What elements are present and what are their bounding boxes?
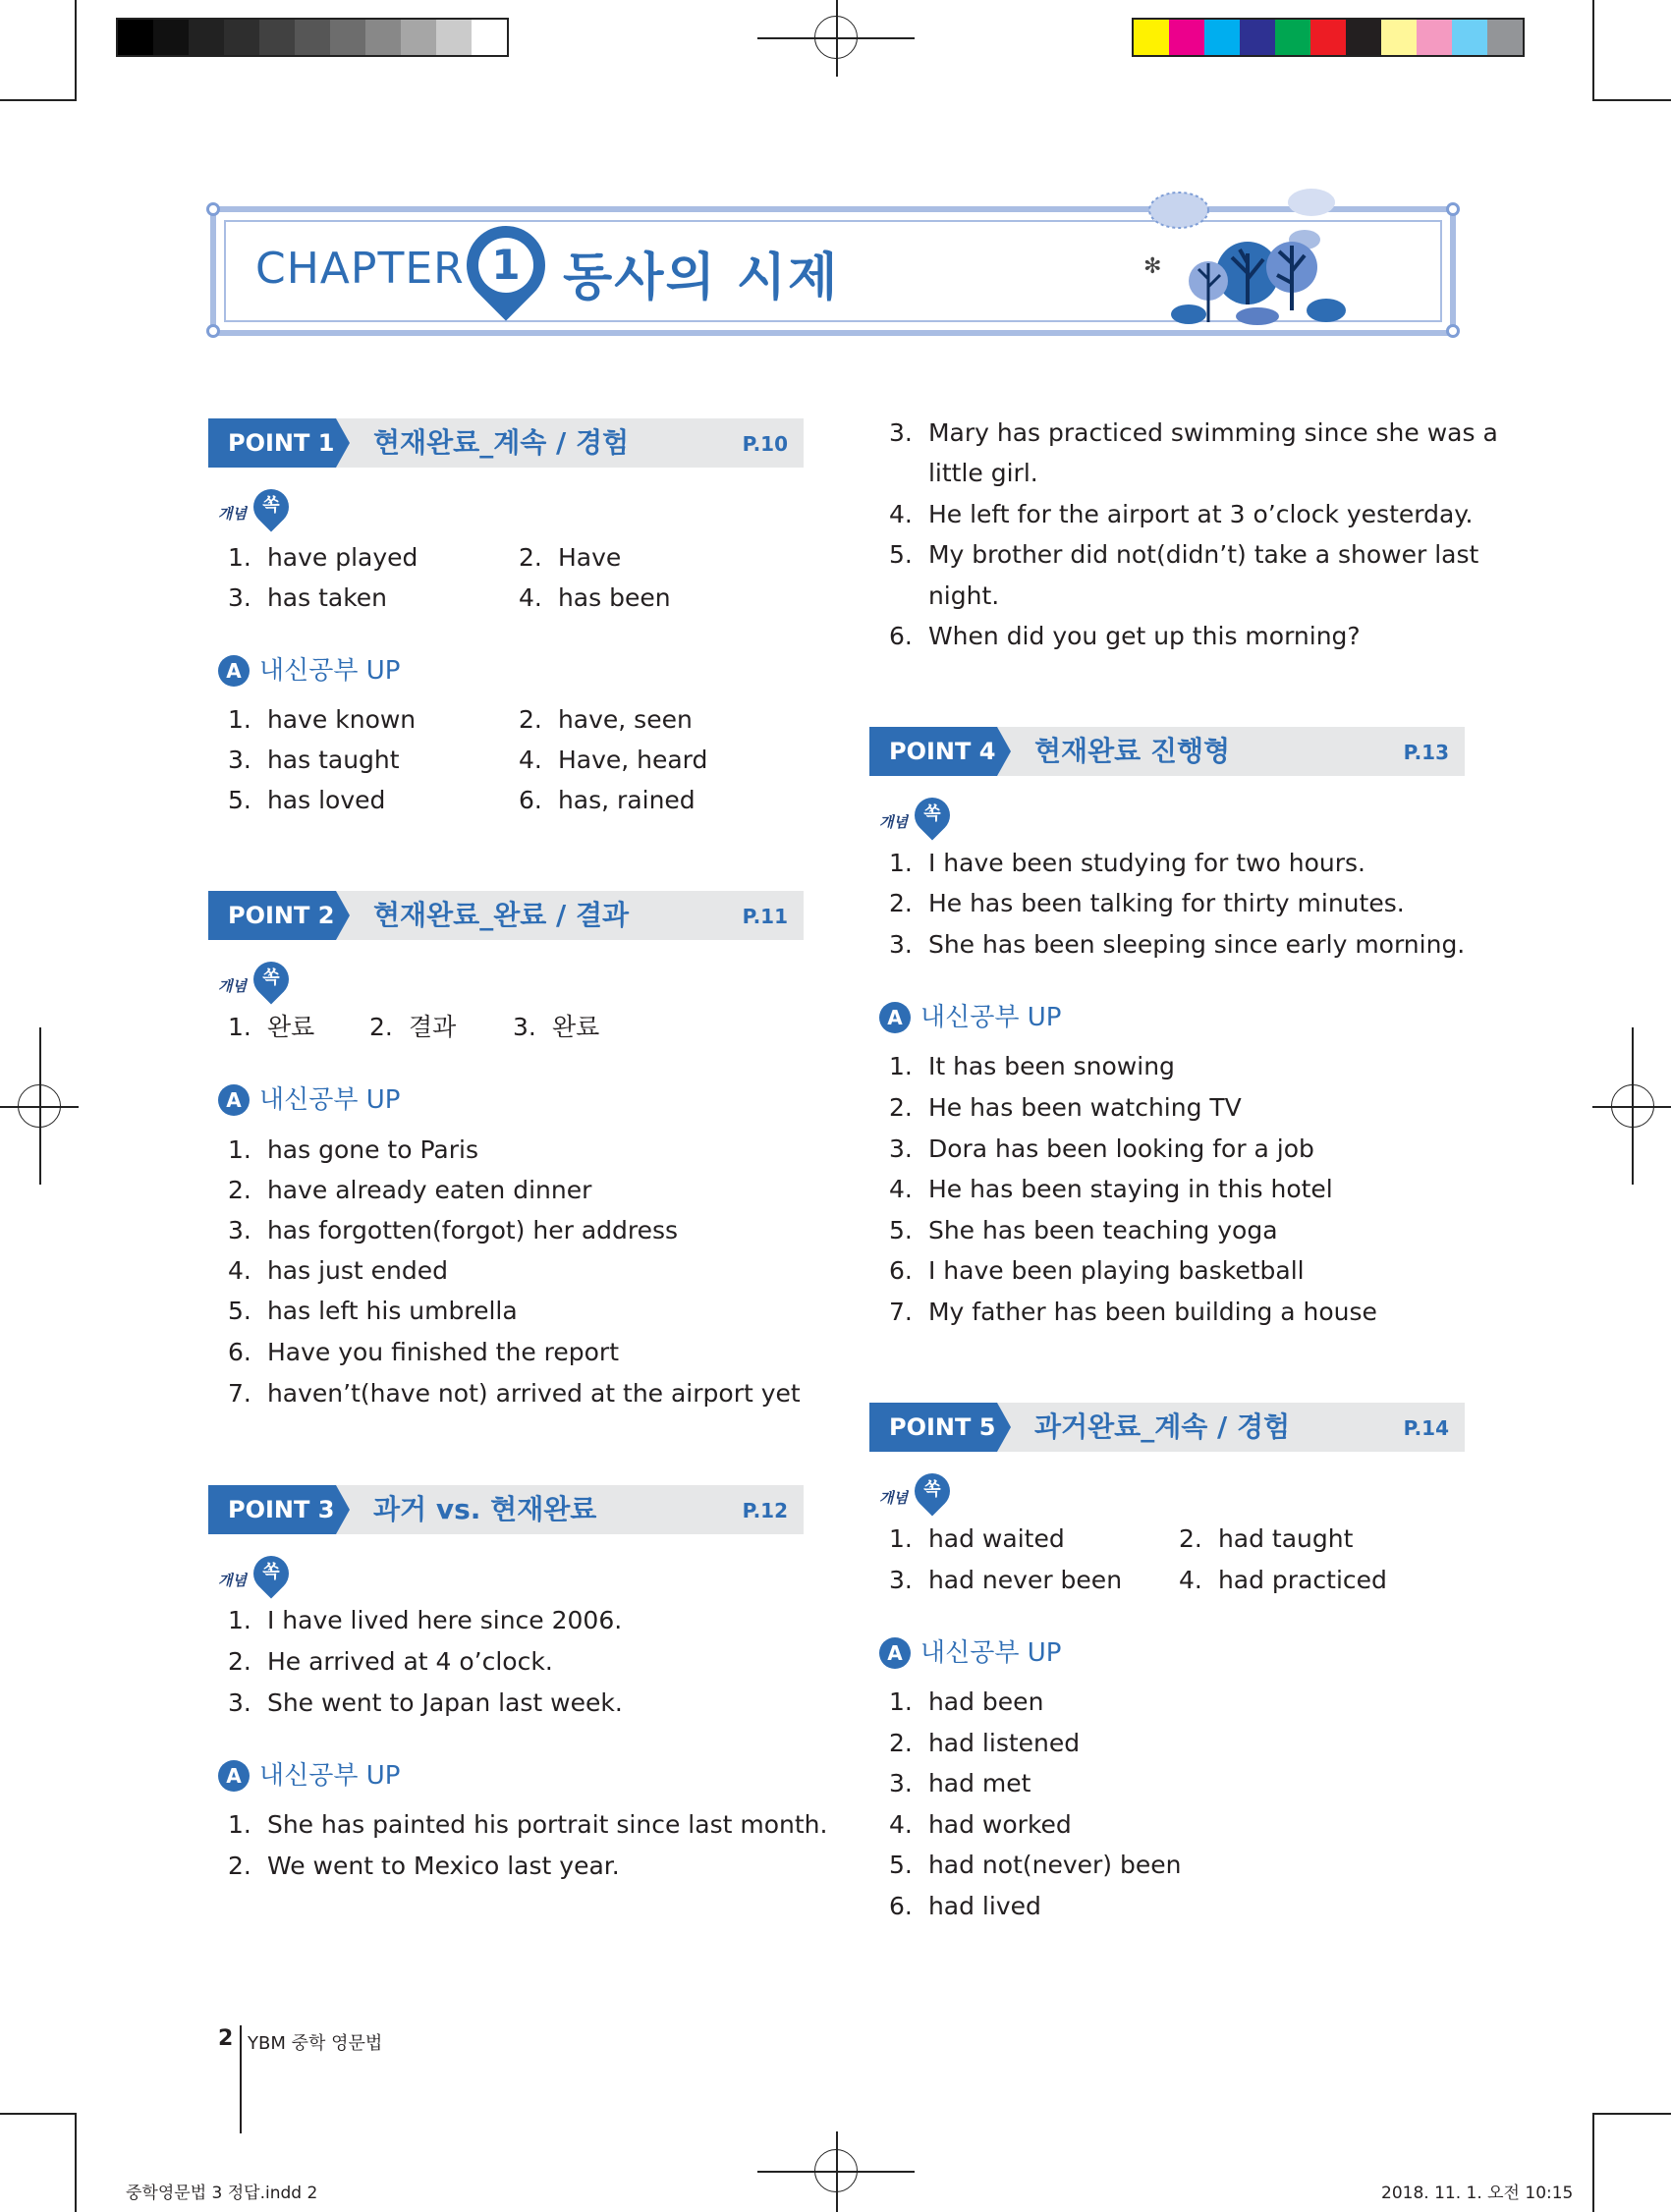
answer-text: It has been snowing (927, 1052, 1175, 1080)
concept-badge-mark: 쏙 (923, 803, 941, 824)
point-4-header (869, 727, 1465, 776)
color-swatch (330, 20, 365, 55)
answer-item (889, 1851, 1182, 1880)
banner-rivet (1446, 202, 1460, 216)
answer-number: 4. (1179, 1566, 1202, 1594)
answer-item (519, 705, 693, 735)
concept-badge-mark: 쏙 (262, 968, 280, 988)
answer-number: 2. (889, 1729, 913, 1757)
answer-item (228, 705, 416, 735)
answer-text: has gone to Paris (266, 1135, 478, 1164)
answer-text: My father has been building a house (927, 1298, 1377, 1326)
concept-badge-text: 개념 (879, 1489, 908, 1507)
answer-item (228, 786, 385, 815)
answer-text: haven’t(have not) arrived at the airport yet (266, 1379, 801, 1408)
answer-text: has loved (266, 786, 386, 814)
answer-item (228, 1647, 553, 1677)
answer-text: He has been staying in this hotel (927, 1175, 1333, 1203)
banner-rivet (1446, 324, 1460, 338)
answer-item (889, 1810, 1072, 1840)
point-3-page: P.12 (742, 1499, 788, 1522)
answer-number: 2. (519, 543, 542, 572)
answer-text: She has painted his portrait since last month. (266, 1810, 828, 1839)
answer-text: had waited (927, 1524, 1065, 1553)
answer-number: 5. (889, 1851, 913, 1879)
point-4-page: P.13 (1403, 741, 1449, 764)
answer-number: 2. (228, 1852, 251, 1880)
color-swatch (153, 20, 189, 55)
answer-item (513, 1013, 599, 1042)
answer-number: 2. (889, 1093, 913, 1122)
answer-number: 5. (228, 786, 251, 814)
registration-line (39, 1027, 41, 1185)
footer-divider (240, 2025, 242, 2133)
answer-number: 2. (889, 889, 913, 917)
point-3-tab: POINT 3 (208, 1485, 336, 1534)
crop-mark (75, 2113, 77, 2212)
answer-item (889, 1687, 1043, 1717)
answer-number: 7. (228, 1379, 251, 1408)
point-2-header (208, 891, 804, 940)
answer-number: 5. (889, 1216, 913, 1244)
answer-number: 4. (889, 500, 913, 528)
answer-item (889, 1134, 1314, 1164)
answer-number: 1. (889, 1052, 913, 1080)
point-1-title: 현재완료_계속 / 경험 (373, 426, 630, 459)
answer-number: 3. (513, 1013, 536, 1041)
answer-number: 4. (228, 1256, 251, 1285)
answer-item (228, 746, 400, 775)
answer-text: He has been watching TV (927, 1093, 1242, 1122)
answer-text: He has been talking for thirty minutes. (927, 889, 1405, 917)
answer-item (889, 1729, 1080, 1758)
answer-item (228, 1338, 619, 1367)
answer-text: had taught (1217, 1524, 1354, 1553)
answer-number: 3. (889, 418, 913, 447)
answer-number: 2. (228, 1647, 251, 1676)
answer-number: 1. (228, 705, 251, 734)
color-swatch (259, 20, 295, 55)
answer-number: 5. (228, 1297, 251, 1325)
crop-mark (1592, 99, 1671, 101)
answer-item (889, 1892, 1041, 1921)
naesin-up-label: 내신공부 UP (920, 1003, 1062, 1032)
answer-text: have, seen (557, 705, 693, 734)
answer-text: had listened (927, 1729, 1081, 1757)
answer-text: had practiced (1217, 1566, 1387, 1594)
answer-text: has taught (266, 746, 400, 774)
point-5-title: 과거완료_계속 / 경험 (1034, 1410, 1291, 1443)
concept-badge-text: 개념 (879, 813, 908, 831)
answer-item (889, 622, 1361, 651)
answer-text: had worked (927, 1810, 1072, 1839)
banner-rivet (206, 324, 220, 338)
answer-item (889, 500, 1473, 529)
answer-number: 1. (228, 1135, 251, 1164)
trees-illustration-icon (1130, 185, 1356, 330)
answer-item (228, 543, 418, 573)
answer-item (889, 1524, 1065, 1554)
color-swatch (1240, 20, 1275, 55)
answer-item (228, 1297, 518, 1326)
concept-badge-text: 개념 (218, 505, 247, 523)
answer-text: Have, heard (557, 746, 708, 774)
color-swatch (1169, 20, 1204, 55)
color-swatch (1381, 20, 1417, 55)
answer-item (228, 1688, 623, 1718)
answer-item (1179, 1524, 1353, 1554)
answer-item (889, 581, 999, 611)
answer-number: 1. (889, 849, 913, 877)
answer-text: have known (266, 705, 417, 734)
answer-item (889, 1216, 1278, 1245)
registration-line (836, 0, 838, 77)
concept-badge (218, 1552, 297, 1601)
color-swatch (295, 20, 330, 55)
a-circle-icon: A (218, 655, 250, 687)
crop-mark (1592, 0, 1594, 100)
slug-filename: 중학영문법 3 정답.indd 2 (126, 2184, 318, 2203)
answer-item (889, 1769, 1030, 1798)
answer-text: have already eaten dinner (266, 1176, 592, 1204)
color-swatch (1204, 20, 1240, 55)
answer-text: has been (557, 583, 671, 612)
answer-number: 4. (519, 746, 542, 774)
color-swatch (1417, 20, 1452, 55)
a-circle-icon: A (879, 1637, 911, 1669)
answer-number: 3. (889, 1566, 913, 1594)
answer-number: 1. (228, 1606, 251, 1634)
concept-badge-text: 개념 (218, 1572, 247, 1589)
answer-item (889, 1256, 1305, 1286)
answer-item (519, 786, 696, 815)
answer-text: We went to Mexico last year. (266, 1852, 620, 1880)
answer-item (889, 1052, 1175, 1081)
crop-mark (1592, 2113, 1594, 2212)
answer-item (228, 1810, 827, 1840)
chapter-title: 동사의 시제 (563, 249, 840, 307)
answer-number: 2. (519, 705, 542, 734)
answer-number: 1. (228, 543, 251, 572)
point-4-title: 현재완료 진행형 (1034, 735, 1231, 767)
answer-number: 7. (889, 1298, 913, 1326)
answer-number: 3. (228, 746, 251, 774)
point-5-tab: POINT 5 (869, 1403, 997, 1452)
answer-number: 2. (228, 1176, 251, 1204)
answer-text: had lived (927, 1892, 1041, 1920)
point-2-title: 현재완료_완료 / 결과 (373, 899, 630, 931)
answer-item (228, 1216, 678, 1245)
point-5-header (869, 1403, 1465, 1452)
answer-item (889, 849, 1365, 878)
answer-text: has left his umbrella (266, 1297, 518, 1325)
registration-line (1632, 1027, 1634, 1185)
answer-text: had met (927, 1769, 1031, 1797)
answer-item (889, 418, 1498, 448)
answer-text: He arrived at 4 o’clock. (266, 1647, 553, 1676)
point-2-page: P.11 (742, 905, 788, 928)
color-swatch (1487, 20, 1523, 55)
answer-text: Have you finished the report (266, 1338, 620, 1366)
point-2-tab: POINT 2 (208, 891, 336, 940)
answer-number: 1. (228, 1810, 251, 1839)
answer-text: has, rained (557, 786, 696, 814)
answer-item (889, 1298, 1377, 1327)
chapter-label: CHAPTER (255, 244, 465, 294)
color-swatch-bar (1132, 18, 1525, 57)
answer-number: 6. (889, 622, 913, 650)
point-4-tab: POINT 4 (869, 727, 997, 776)
answer-number: 1. (889, 1524, 913, 1553)
chapter-number: 1 (491, 241, 521, 289)
color-swatch (189, 20, 224, 55)
answer-number: 3. (889, 1134, 913, 1163)
answer-number: 6. (228, 1338, 251, 1366)
answer-number: 6. (519, 786, 542, 814)
point-1-page: P.10 (742, 432, 788, 456)
answer-number: 3. (228, 1216, 251, 1244)
answer-item (228, 1379, 801, 1409)
color-swatch (401, 20, 436, 55)
answer-item (889, 889, 1405, 918)
answer-item (228, 1256, 448, 1286)
answer-text: Have (557, 543, 622, 572)
answer-text: 완료 (266, 1013, 315, 1041)
answer-text: night. (927, 581, 1000, 610)
concept-badge-mark: 쏙 (262, 1562, 280, 1582)
page-number: 2 (218, 2026, 234, 2051)
concept-badge (879, 1469, 958, 1519)
naesin-up-label: 내신공부 UP (920, 1638, 1062, 1668)
book-title: YBM 중학 영문법 (248, 2033, 383, 2054)
answer-number: 3. (228, 1688, 251, 1717)
answer-item (889, 540, 1478, 570)
concept-badge-mark: 쏙 (262, 495, 280, 516)
color-swatch (224, 20, 259, 55)
slug-timestamp: 2018. 11. 1. 오전 10:15 (1381, 2184, 1574, 2203)
answer-text: He left for the airport at 3 o’clock yesterday. (927, 500, 1474, 528)
answer-text: has forgotten(forgot) her address (266, 1216, 679, 1244)
answer-item (1179, 1566, 1387, 1595)
answer-number: 3. (889, 930, 913, 959)
answer-text: has taken (266, 583, 388, 612)
answer-item (889, 1175, 1333, 1204)
answer-item (519, 746, 707, 775)
color-swatch (472, 20, 507, 55)
answer-number: 1. (228, 1013, 251, 1041)
answer-item (889, 930, 1465, 960)
banner-rivet (206, 202, 220, 216)
answer-text: 결과 (408, 1013, 457, 1041)
answer-item (228, 583, 387, 613)
answer-number: 6. (889, 1256, 913, 1285)
answer-text: 완료 (551, 1013, 600, 1041)
answer-item (369, 1013, 456, 1042)
answer-text: Dora has been looking for a job (927, 1134, 1314, 1163)
answer-text: had been (927, 1687, 1044, 1716)
point-1-tab: POINT 1 (208, 418, 336, 468)
crop-mark (75, 0, 77, 100)
answer-item (519, 543, 621, 573)
registration-line (836, 2131, 838, 2212)
crop-mark (0, 2113, 77, 2115)
naesin-up-label: 내신공부 UP (259, 656, 401, 686)
answer-text: I have been studying for two hours. (927, 849, 1365, 877)
color-swatch (1134, 20, 1169, 55)
answer-text: My brother did not(didn’t) take a shower last (927, 540, 1479, 569)
color-swatch (1275, 20, 1310, 55)
point-1-header (208, 418, 804, 468)
answer-number: 2. (369, 1013, 393, 1041)
answer-item (228, 1176, 591, 1205)
answer-text: I have lived here since 2006. (266, 1606, 623, 1634)
concept-badge-mark: 쏙 (923, 1479, 941, 1500)
answer-item (889, 1566, 1122, 1595)
answer-text: When did you get up this morning? (927, 622, 1361, 650)
crop-mark (1592, 2113, 1671, 2115)
answer-number: 1. (889, 1687, 913, 1716)
point-5-page: P.14 (1403, 1416, 1449, 1440)
answer-number: 4. (519, 583, 542, 612)
concept-badge (879, 794, 958, 843)
color-swatch (436, 20, 472, 55)
point-3-header (208, 1485, 804, 1534)
answer-text: She has been sleeping since early morning. (927, 930, 1466, 959)
answer-text: had never been (927, 1566, 1123, 1594)
concept-badge-text: 개념 (218, 977, 247, 995)
answer-text: She went to Japan last week. (266, 1688, 623, 1717)
answer-text: She has been teaching yoga (927, 1216, 1278, 1244)
a-circle-icon: A (879, 1002, 911, 1033)
answer-number: 5. (889, 540, 913, 569)
concept-badge (218, 958, 297, 1007)
answer-number: 6. (889, 1892, 913, 1920)
answer-number: 3. (889, 1769, 913, 1797)
answer-number: 2. (1179, 1524, 1202, 1553)
answer-text: little girl. (927, 459, 1038, 487)
svg-text:✻: ✻ (1143, 254, 1162, 279)
answer-item (228, 1013, 314, 1042)
naesin-up-label: 내신공부 UP (259, 1085, 401, 1115)
answer-text: Mary has practiced swimming since she was a (927, 418, 1498, 447)
answer-number: 4. (889, 1175, 913, 1203)
answer-item (228, 1852, 620, 1881)
answer-item (228, 1135, 478, 1165)
answer-number: 4. (889, 1810, 913, 1839)
answer-text: I have been playing basketball (927, 1256, 1305, 1285)
a-circle-icon: A (218, 1760, 250, 1792)
color-swatch (1452, 20, 1487, 55)
color-swatch (118, 20, 153, 55)
answer-text: had not(never) been (927, 1851, 1182, 1879)
answer-number: 3. (228, 583, 251, 612)
answer-item (889, 459, 1038, 488)
point-3-title: 과거 vs. 현재완료 (373, 1493, 597, 1525)
naesin-up-label: 내신공부 UP (259, 1761, 401, 1791)
color-swatch (365, 20, 401, 55)
concept-badge (218, 485, 297, 534)
grayscale-swatch-bar (116, 18, 509, 57)
answer-text: has just ended (266, 1256, 448, 1285)
a-circle-icon: A (218, 1084, 250, 1116)
crop-mark (0, 99, 77, 101)
answer-item (228, 1606, 622, 1635)
color-swatch (1310, 20, 1346, 55)
answer-item (889, 1093, 1242, 1123)
color-swatch (1346, 20, 1381, 55)
answer-item (519, 583, 671, 613)
answer-text: have played (266, 543, 418, 572)
